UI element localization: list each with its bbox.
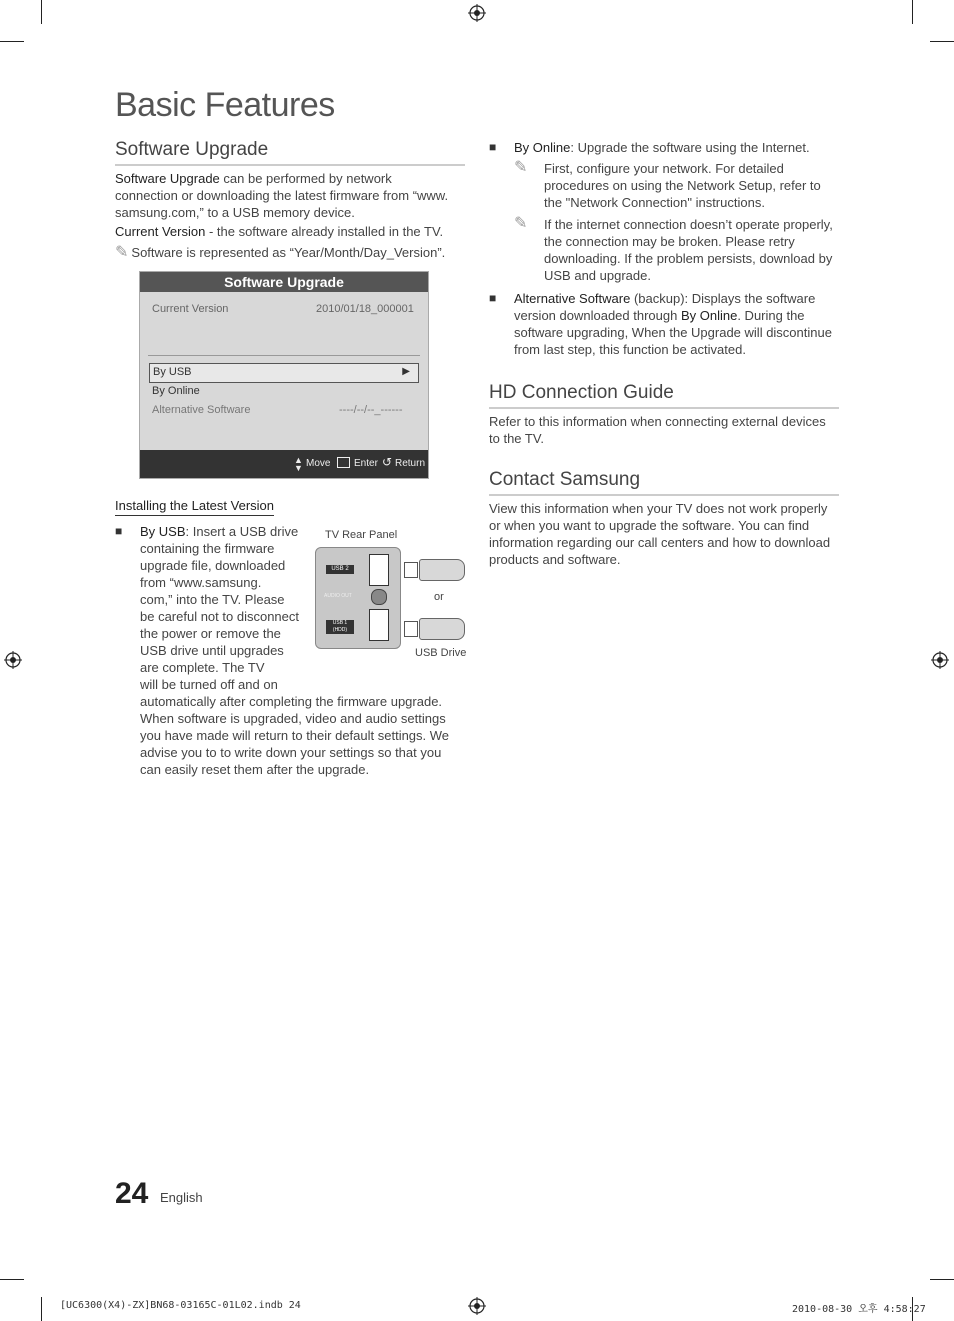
audio-out-jack: [371, 589, 387, 605]
bold-term: By USB: [140, 524, 186, 539]
text: software upgrading, When the Upgrade will discontinue: [514, 325, 832, 340]
osd-title: Software Upgrade: [140, 272, 428, 292]
text: information regarding our call centers and how to download: [489, 535, 831, 550]
text: be careful not to disconnect: [140, 609, 299, 624]
text: are complete. The TV: [140, 660, 265, 675]
osd-current-version-label: Current Version: [152, 303, 229, 315]
text: USB and upgrade.: [544, 268, 651, 283]
bold-term: Alternative Software: [514, 291, 631, 306]
text: products and software.: [489, 552, 621, 567]
usb-drive-icon: [419, 618, 465, 640]
software-upgrade-heading-text: Software Upgrade: [115, 139, 269, 160]
text: containing the firmware: [140, 541, 275, 556]
text: - the software already installed in the TV.: [205, 224, 444, 239]
hd-connection-guide-heading: [489, 382, 839, 409]
bullet-icon: ■: [489, 291, 497, 305]
usb2-port-label: [326, 565, 354, 574]
text: samsung.com,” to a USB memory device.: [115, 205, 355, 220]
usb1-text: USB 1: [332, 620, 348, 626]
osd-alternative-software-value: ----/--/--_------: [339, 404, 403, 416]
diagram-usb-drive-label: USB Drive: [415, 647, 467, 659]
bold-term: Current Version: [115, 224, 206, 239]
software-upgrade-note: [115, 244, 465, 261]
usb-plug-icon: [404, 621, 418, 637]
usb1-port-label: [326, 620, 354, 634]
text: When software is upgraded, video and audio settings: [140, 711, 446, 726]
osd-return-label: Return: [395, 458, 426, 469]
software-upgrade-para1: [115, 170, 465, 221]
text: connection or downloading the latest firmware from “www.: [115, 188, 449, 203]
osd-move-label: Move: [306, 458, 331, 469]
text: (backup): Displays the software: [630, 291, 816, 306]
tv-rear-panel: [315, 547, 401, 649]
crop-mark: [41, 0, 42, 24]
text: downloading. If the problem persists, download by: [544, 251, 833, 266]
page-number: 24: [115, 1177, 149, 1210]
text: from last step, this function be activated.: [514, 342, 746, 357]
text: USB drive until upgrades: [140, 643, 284, 658]
note-pencil-icon: ✎: [115, 244, 129, 261]
diagram-or-label: or: [434, 591, 444, 603]
by-online-note1: [544, 160, 844, 211]
text: Software is represented as “Year/Month/Day_Version”.: [131, 245, 446, 260]
bullet-icon: ■: [489, 140, 497, 154]
osd-menu-item-alternative-software[interactable]: Alternative Software: [152, 404, 251, 416]
hdd-text: (HDD): [332, 627, 348, 633]
osd-by-usb-label: By USB: [153, 366, 192, 378]
footer-file-info: [UC6300(X4)-ZX]BN68-03165C-01L02.indb 24: [60, 1300, 301, 1311]
footer-timestamp: 2010-08-30 오후 4:58:27: [792, 1304, 926, 1315]
registration-mark-icon: [931, 651, 949, 669]
page-language: English: [160, 1190, 203, 1205]
contact-samsung-heading: [489, 469, 839, 496]
move-arrows-icon: ▲ ▼: [294, 455, 303, 473]
usb2-text: USB 2: [331, 566, 349, 572]
registration-mark-icon: [468, 4, 486, 22]
osd-enter-label: Enter: [354, 458, 378, 469]
contact-samsung-text: [489, 500, 839, 568]
crop-mark: [41, 1297, 42, 1321]
crop-mark: [0, 41, 24, 42]
crop-mark: [930, 1279, 954, 1280]
crop-mark: [0, 1279, 24, 1280]
text: the connection may be broken. Please retry: [544, 234, 795, 249]
text: View this information when your TV does not work properly: [489, 501, 828, 516]
text: you have made will return to their default settings. We: [140, 728, 450, 743]
text: the "Network Connection" instructions.: [544, 195, 765, 210]
registration-mark-icon: [468, 1297, 486, 1315]
text: will be turned off and on: [140, 677, 278, 692]
note-pencil-icon: ✎: [514, 215, 528, 232]
osd-divider: [148, 355, 420, 356]
text: com,” into the TV. Please: [140, 592, 285, 607]
contact-samsung-heading-text: Contact Samsung: [489, 469, 641, 490]
installing-heading: Installing the Latest Version: [115, 498, 274, 516]
crop-mark: [912, 0, 913, 24]
usb-drive-icon: [419, 559, 465, 581]
hd-connection-guide-heading-text: HD Connection Guide: [489, 382, 674, 403]
by-online-text: [514, 139, 844, 156]
text: can easily reset them after the upgrade.: [140, 762, 370, 777]
software-upgrade-para2: [115, 223, 465, 240]
registration-mark-icon: [4, 651, 22, 669]
bold-term: By Online: [514, 140, 571, 155]
note-pencil-icon: ✎: [514, 159, 528, 176]
osd-menu-item-by-usb[interactable]: [149, 363, 419, 383]
usb2-port: [369, 554, 389, 586]
text: to the TV.: [489, 431, 544, 446]
crop-mark: [930, 41, 954, 42]
usb1-port: [369, 609, 389, 641]
audio-out-label: AUDIO OUT: [324, 593, 352, 599]
by-online-note2: [544, 216, 844, 284]
text: the power or remove the: [140, 626, 281, 641]
arrow-right-icon: ▶: [402, 366, 410, 377]
software-upgrade-osd: [139, 271, 429, 479]
text: advise you to to write down your settings so that you: [140, 745, 442, 760]
text: version downloaded through: [514, 308, 681, 323]
text: procedures on using the Network Setup, refer to: [544, 178, 821, 193]
text: Refer to this information when connecting external devices: [489, 414, 826, 429]
hd-connection-guide-text: [489, 413, 839, 447]
bullet-icon: ■: [115, 524, 123, 538]
text: First, configure your network. For detailed: [544, 161, 784, 176]
text: : Insert a USB drive: [185, 524, 299, 539]
text: automatically after completing the firmware upgrade.: [140, 694, 443, 709]
text: can be performed by network: [219, 171, 392, 186]
text: or when you want to upgrade the software. You can find: [489, 518, 810, 533]
text: : Upgrade the software using the Internet.: [570, 140, 810, 155]
alternative-software-text: [514, 290, 844, 358]
text: . During the: [737, 308, 805, 323]
diagram-tv-rear-panel-label: TV Rear Panel: [325, 529, 398, 541]
page-title: Basic Features: [115, 86, 335, 124]
bold-term: By Online: [680, 308, 738, 323]
software-upgrade-heading: [115, 139, 465, 166]
return-icon: ↺: [382, 455, 393, 469]
text: from “www.samsung.: [140, 575, 262, 590]
osd-menu-item-by-online[interactable]: By Online: [152, 385, 200, 397]
text: If the internet connection doesn’t operate properly,: [544, 217, 833, 232]
bold-term: Software Upgrade: [115, 171, 220, 186]
usb-plug-icon: [404, 562, 418, 578]
text: upgrade file, downloaded: [140, 558, 286, 573]
enter-icon: [337, 457, 350, 468]
osd-footer: [140, 450, 428, 478]
osd-current-version-value: 2010/01/18_000001: [316, 303, 414, 315]
